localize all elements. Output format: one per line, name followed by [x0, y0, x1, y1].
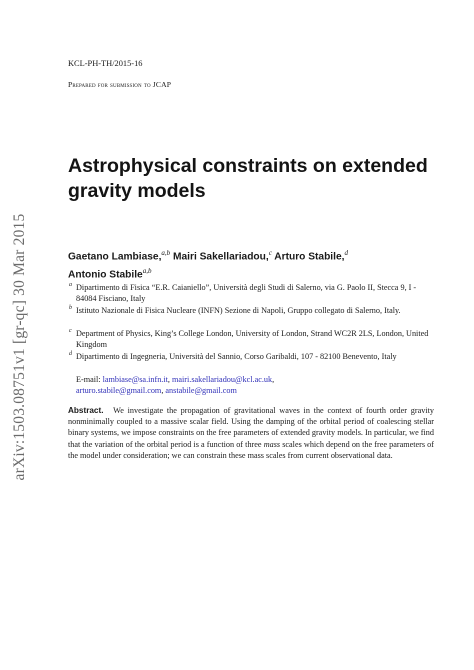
- abstract-text: scales which depend on the free parameters of the model under consideration; we can constrain these mass scales from current observational data.: [68, 439, 435, 460]
- submission-note: [68, 80, 171, 89]
- affiliation-item: [69, 305, 436, 316]
- abstract-text: We investigate the propagation of gravitational waves in the context of fourth order gravity nonminimally coupled to a massive scalar field. Using the damping of the orbital period of coalescing stellar binary systems, we impose constraints on the free parameters of extended gravity models. In particular, we find that the variation of the orbital period is a function of three: [68, 406, 434, 449]
- author-affiliation-mark: a,b: [142, 267, 152, 276]
- affiliation-mark: b: [69, 305, 72, 311]
- email-link[interactable]: anstabile@gmail.com: [165, 386, 237, 396]
- arxiv-identifier-text: arXiv:1503.08751v1 [gr-qc] 30 Mar 2015: [11, 213, 28, 481]
- author-affiliation-mark: a,b: [161, 249, 171, 257]
- report-number: KCL-PH-TH/2015-16: [68, 59, 143, 68]
- author-name: Antonio Stabile: [68, 269, 143, 281]
- affiliation-text: Dipartimento di Fisica “E.R. Caianiello”, Università degli Studi di Salerno, via G. Paolo II, Stecca 9, I - 84084 Fisciano, Italy: [76, 283, 417, 304]
- affiliation-text: Department of Physics, King’s College London, University of London, Strand WC2R 2LS, London, United Kingdom: [76, 329, 429, 350]
- author-affiliation-mark: d: [344, 249, 348, 257]
- author-affiliation-mark: c: [268, 249, 272, 257]
- author-name: Arturo Stabile,: [274, 251, 345, 263]
- email-link[interactable]: lambiase@sa.infn.it: [102, 375, 168, 384]
- abstract-emphasis: mass: [263, 439, 281, 449]
- abstract: [68, 405, 434, 461]
- affiliation-text: Dipartimento di Ingegneria, Università del Sannio, Corso Garibaldi, 107 - 82100 Benevento, Italy: [76, 352, 397, 361]
- arxiv-identifier-stamp: [12, 197, 28, 497]
- affiliation-mark: d: [69, 351, 72, 357]
- affiliation-text: Istituto Nazionale di Fisica Nucleare (INFN) Sezione di Napoli, Gruppo collegato di Salerno, Italy.: [76, 306, 401, 315]
- affiliation-item: [69, 351, 436, 362]
- paper-title: Astrophysical constraints on extended gravity models: [68, 155, 428, 202]
- affiliation-item: [69, 328, 436, 351]
- affiliation-item: [69, 282, 436, 305]
- email-link[interactable]: mairi.sakellariadou@kcl.ac.uk: [172, 375, 273, 384]
- email-link[interactable]: arturo.stabile@gmail.com: [76, 386, 162, 396]
- affiliation-mark: a: [69, 282, 72, 288]
- author-list: [68, 246, 438, 283]
- author-name: Mairi Sakellariadou,: [173, 251, 269, 263]
- email-label: E-mail:: [76, 375, 101, 384]
- affiliation-mark: c: [69, 328, 72, 334]
- abstract-label: Abstract.: [68, 406, 104, 415]
- email-block: E-mail: lambiase@sa.infn.it, mairi.sakellariadou@kcl.ac.uk, arturo.stabile@gmail.com, anstabile@gmail.com: [76, 375, 275, 396]
- author-name: Gaetano Lambiase,: [68, 251, 162, 263]
- submission-note-text: Prepared for submission to JCAP: [68, 80, 172, 89]
